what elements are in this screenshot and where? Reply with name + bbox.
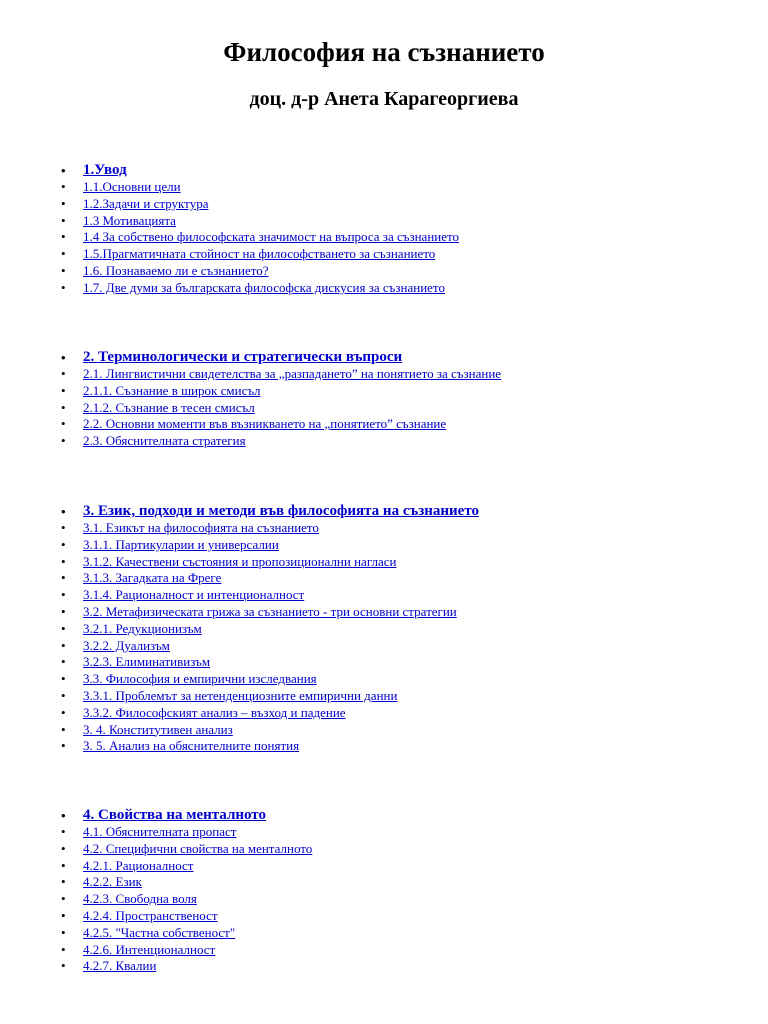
toc-link[interactable]: 3.1. Езикът на философията на съзнанието (83, 520, 319, 535)
toc-heading (61, 349, 741, 366)
toc-item (61, 874, 741, 891)
toc-link[interactable]: 4.2.2. Език (83, 874, 142, 890)
toc-item (61, 366, 741, 383)
toc-item (61, 179, 741, 196)
toc-heading (61, 503, 741, 520)
toc-link[interactable]: 3.1.1. Партикуларии и универсалии (83, 536, 279, 552)
toc-link[interactable]: 2.2. Основни моменти във възникването на „понятието” съзнание (83, 416, 447, 432)
toc-link[interactable]: 4.2.4. Пространственост (83, 907, 218, 923)
toc-item (61, 416, 741, 433)
toc-link[interactable]: 4.2.7. Квалии (83, 958, 157, 974)
toc-item (61, 958, 741, 975)
toc-item (61, 738, 741, 755)
toc-link[interactable]: 3.2.2. Дуализъм (83, 637, 170, 653)
toc-item (61, 383, 741, 400)
toc-link[interactable]: 3.3.1. Проблемът за нетенденциозните емпирични данни (83, 687, 398, 703)
toc-item (61, 604, 741, 621)
toc-item (61, 908, 741, 925)
toc-item (61, 587, 741, 604)
toc-item (61, 705, 741, 722)
toc-item (61, 858, 741, 875)
toc-item (61, 280, 741, 297)
toc-item (61, 537, 741, 554)
toc-link[interactable]: 2.1.2. Съзнание в тесен смисъл (83, 399, 255, 415)
toc-link[interactable]: 3.2.1. Редукционизъм (83, 620, 202, 636)
toc-section-1 (61, 162, 741, 297)
toc-item (61, 891, 741, 908)
toc-link[interactable]: 4.2.5. "Частна собственост" (83, 924, 236, 940)
toc-link[interactable]: 1.2.Задачи и структура (83, 195, 209, 211)
toc-item (61, 246, 741, 263)
toc-item (61, 925, 741, 942)
toc-link[interactable]: 1.3 Мотивацията (83, 212, 176, 228)
toc-link[interactable]: 4.2.6. Интенционалност (83, 941, 216, 957)
toc-link[interactable]: 2.3. Обяснителната стратегия (83, 433, 246, 449)
toc-item (61, 400, 741, 417)
toc-heading-link[interactable]: 2. Терминологически и стратегически въпроси (83, 349, 403, 365)
toc-link[interactable]: 3. 5. Анализ на обяснителните понятия (83, 738, 300, 754)
page-title: Философия на съзнанието (223, 37, 545, 67)
toc-link[interactable]: 4.1. Обяснителната пропаст (83, 824, 237, 839)
toc-link[interactable]: 1.6. Познаваемо ли е съзнанието? (83, 262, 269, 278)
toc-item (61, 520, 741, 537)
toc-item (61, 213, 741, 230)
toc-heading (61, 807, 741, 824)
toc-item (61, 570, 741, 587)
toc-item (61, 229, 741, 246)
toc-item (61, 638, 741, 655)
toc-link[interactable]: 3.1.2. Качествени състояния и пропозиционални нагласи (83, 553, 397, 569)
toc-link[interactable]: 3.2.3. Елиминативизъм (83, 654, 211, 670)
toc-item (61, 263, 741, 280)
toc-link[interactable]: 1.1.Основни цели (83, 179, 181, 194)
toc-item (61, 688, 741, 705)
toc-item (61, 942, 741, 959)
toc-link[interactable]: 2.1. Лингвистични свидетелства за „разпадането” на понятието за съзнание (83, 366, 502, 381)
toc-item (61, 554, 741, 571)
toc-heading-link[interactable]: 1.Увод (83, 162, 127, 178)
toc-link[interactable]: 2.1.1. Съзнание в широк смисъл (83, 382, 261, 398)
toc-item (61, 824, 741, 841)
toc-section-3 (61, 503, 741, 755)
toc-item (61, 433, 741, 450)
toc-section-4 (61, 807, 741, 975)
toc-heading (61, 162, 741, 179)
toc-item (61, 654, 741, 671)
toc-link[interactable]: 3.1.3. Загадката на Фреге (83, 570, 222, 586)
toc-section-2 (61, 349, 741, 450)
author-line: доц. д-р Анета Карагеоргиева (249, 88, 519, 110)
toc-link[interactable]: 1.5.Прагматичната стойност на философстването за съзнанието (83, 246, 436, 262)
toc-link[interactable]: 4.2.3. Свободна воля (83, 891, 197, 907)
toc-link[interactable]: 3.1.4. Рационалност и интенционалност (83, 587, 305, 603)
toc-item (61, 722, 741, 739)
toc-link[interactable]: 4.2. Специфични свойства на менталното (83, 840, 313, 856)
toc-link[interactable]: 3.2. Метафизическата грижа за съзнанието - три основни стратегии (83, 603, 457, 619)
toc-link[interactable]: 3.3. Философия и емпирични изследвания (83, 671, 317, 687)
toc-item (61, 841, 741, 858)
toc-item (61, 196, 741, 213)
toc-item (61, 621, 741, 638)
toc-heading-link[interactable]: 3. Език, подходи и методи във философията на съзнанието (83, 503, 480, 519)
toc-link[interactable]: 4.2.1. Рационалност (83, 857, 194, 873)
toc-heading-link[interactable]: 4. Свойства на менталното (83, 807, 266, 823)
toc-link[interactable]: 1.7. Две думи за българската философска дискусия за съзнанието (83, 279, 445, 295)
toc-link[interactable]: 1.4 За собствено философската значимост на въпроса за съзнанието (83, 229, 460, 245)
toc-item (61, 671, 741, 688)
toc-link[interactable]: 3. 4. Конститутивен анализ (83, 721, 233, 737)
toc-link[interactable]: 3.3.2. Философският анализ – възход и падение (83, 704, 346, 720)
